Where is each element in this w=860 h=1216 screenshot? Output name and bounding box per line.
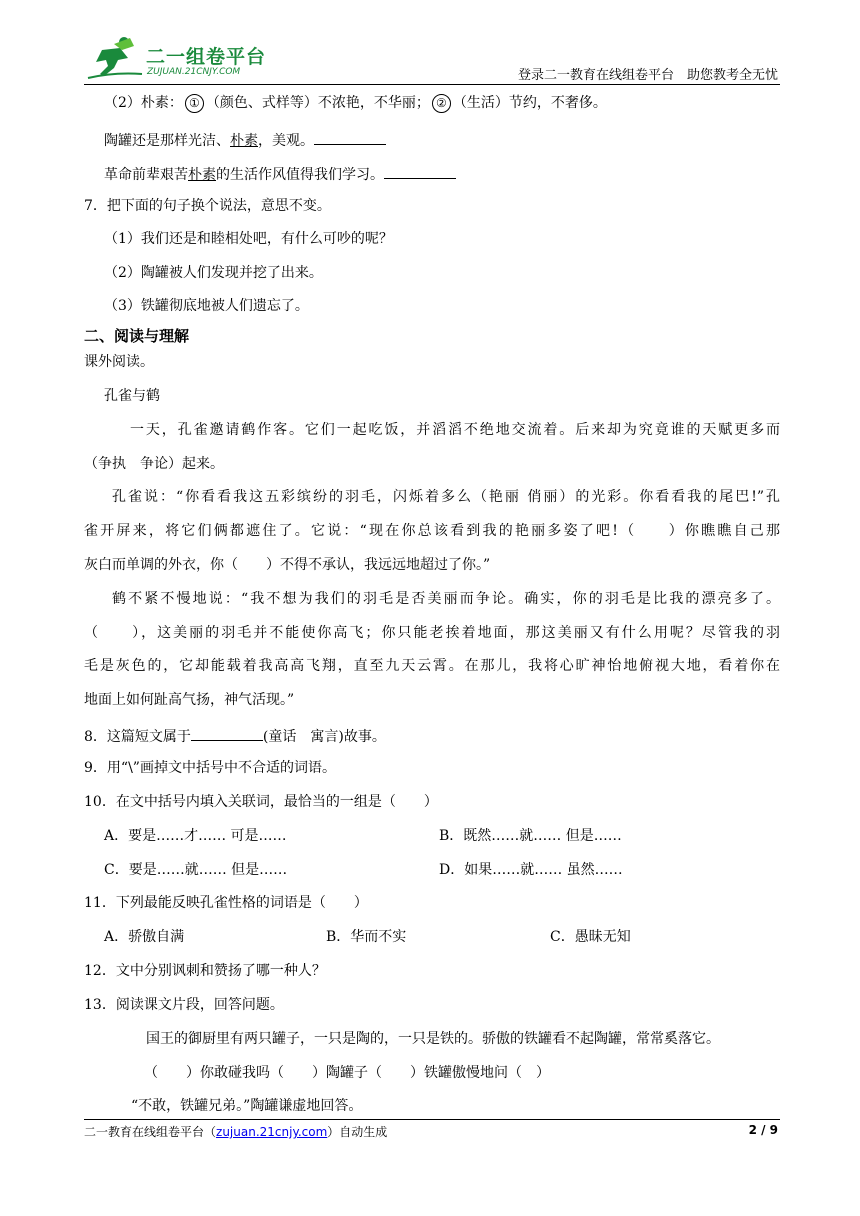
- circled-number: ②: [432, 94, 451, 113]
- q13-stem: 13．阅读课文片段，回答问题。: [84, 997, 284, 1013]
- section-heading: 二、阅读与理解: [84, 327, 190, 345]
- header-slogan: 登录二一教育在线组卷平台 助您教考全无忧: [517, 68, 778, 83]
- q10-stem: 10．在文中括号内填入关联词，最恰当的一组是（ ）: [84, 794, 438, 810]
- story-paragraph: （争执 争论）起来。: [84, 456, 224, 472]
- q7-item: （2）陶罐被人们发现并挖了出来。: [104, 265, 323, 281]
- q10-option-a[interactable]: A．要是……才…… 可是……: [104, 828, 287, 844]
- story-paragraph: 灰白而单调的外衣，你（ ）不得不承认，我远远地超过了你。”: [84, 557, 491, 573]
- page-number: 2 / 9: [748, 1123, 778, 1137]
- q11-stem: 11．下列最能反映孔雀性格的词语是（ ）: [84, 895, 368, 911]
- runner-logo-icon: [84, 36, 144, 80]
- q6-sentence-2: 革命前辈艰苦朴素的生活作风值得我们学习。: [104, 162, 456, 185]
- underlined-word: 朴素: [188, 167, 216, 183]
- logo-text: 二一组卷平台: [146, 46, 267, 68]
- underlined-word: 朴素: [230, 133, 258, 149]
- footer-link[interactable]: zujuan.21cnjy.com: [216, 1125, 328, 1139]
- circled-number: ①: [185, 94, 204, 113]
- q10-option-d[interactable]: D．如果……就…… 虽然……: [439, 862, 623, 878]
- story-paragraph: 毛是灰色的，它却能载着我高高飞翔，直至九天云霄。在那儿，我将心旷神怡地俯视大地，看着你在: [84, 658, 780, 674]
- q6-sentence-1: 陶罐还是那样光洁、朴素，美观。: [104, 128, 386, 151]
- q13-passage-line: “不敢，铁罐兄弟。”陶罐谦虚地回答。: [131, 1098, 363, 1114]
- story-title: 孔雀与鹤: [104, 388, 160, 404]
- q9-stem: 9．用“\”画掉文中括号中不合适的词语。: [84, 760, 336, 776]
- q7-item: （1）我们还是和睦相处吧，有什么可吵的呢？: [104, 231, 393, 247]
- answer-blank[interactable]: [314, 128, 386, 145]
- header-divider: [84, 84, 780, 85]
- q11-option-a[interactable]: A．骄傲自满: [104, 929, 185, 945]
- page-header: [0, 0, 860, 90]
- story-paragraph: 一天，孔雀邀请鹤作客。它们一起吃饭，并滔滔不绝地交流着。后来却为究竟谁的天赋更多而: [130, 422, 780, 438]
- answer-blank[interactable]: [384, 162, 456, 179]
- answer-blank[interactable]: [191, 724, 263, 741]
- q11-option-c[interactable]: C．愚昧无知: [550, 929, 631, 945]
- story-paragraph: （ ），这美丽的羽毛并不能使你高飞；你只能老挨着地面，那这美丽又有什么用呢？尽管我的羽: [84, 625, 780, 641]
- q10-option-b[interactable]: B．既然……就…… 但是……: [439, 828, 622, 844]
- q13-passage-line: 国王的御厨里有两只罐子，一只是陶的，一只是铁的。骄傲的铁罐看不起陶罐，常常奚落它。: [146, 1031, 720, 1047]
- story-paragraph: 鹤不紧不慢地说：“我不想为我们的羽毛是否美丽而争论。确实，你的羽毛是比我的漂亮多了。: [112, 591, 780, 607]
- q11-option-b[interactable]: B．华而不实: [326, 929, 407, 945]
- q7-stem: 7．把下面的句子换个说法，意思不变。: [84, 198, 331, 214]
- q7-item: （3）铁罐彻底地被人们遗忘了。: [104, 298, 309, 314]
- logo-url: ZUJUAN.21CNJY.COM: [147, 67, 241, 77]
- section-subtitle: 课外阅读。: [84, 354, 154, 370]
- footer-divider: [84, 1119, 780, 1120]
- q13-passage-line: （ ）你敢碰我吗（ ）陶罐子（ ）铁罐傲慢地问（ ）: [144, 1065, 550, 1081]
- footer-source: 二一教育在线组卷平台（zujuan.21cnjy.com）自动生成: [84, 1125, 388, 1139]
- q8-stem: 8．这篇短文属于 (童话 寓言)故事。: [84, 724, 386, 747]
- q6-definition-line: （2）朴素： ① （颜色、式样等）不浓艳，不华丽； ② （生活）节约，不奢侈。: [104, 95, 607, 111]
- site-logo: [84, 36, 284, 80]
- story-paragraph: 地面上如何趾高气扬，神气活现。”: [84, 692, 295, 708]
- q12-stem: 12．文中分别讽刺和赞扬了哪一种人？: [84, 963, 326, 979]
- story-paragraph: 雀开屏来，将它们俩都遮住了。它说：“现在你总该看到我的艳丽多姿了吧!（ ）你瞧瞧自己那: [84, 523, 780, 539]
- story-paragraph: 孔雀说：“你看看我这五彩缤纷的羽毛，闪烁着多么（艳丽 俏丽）的光彩。你看看我的尾巴!”孔: [112, 489, 780, 505]
- q10-option-c[interactable]: C．要是……就…… 但是……: [104, 862, 288, 878]
